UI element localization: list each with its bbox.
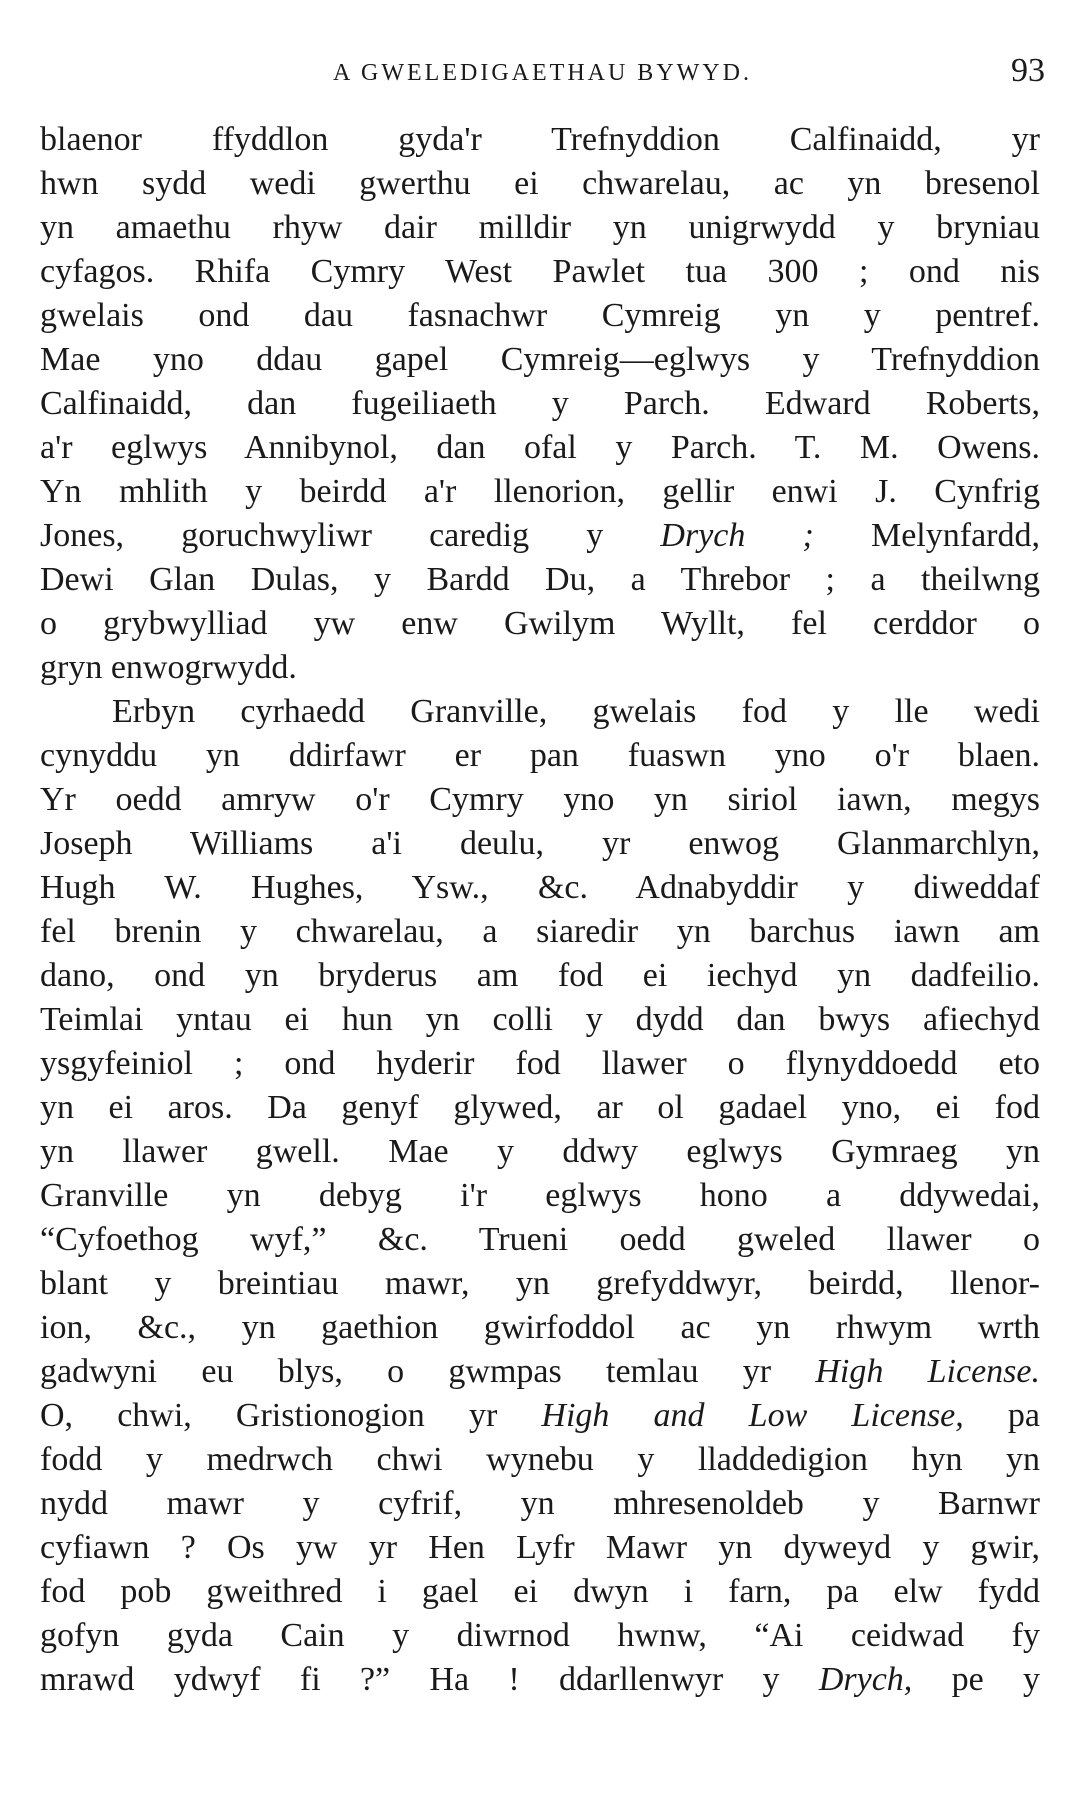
text-line: yn llawer gwell. Mae y ddwy eglwys Gymraeg yn — [40, 1133, 1040, 1170]
text-line: cyfiawn ? Os yw yr Hen Lyfr Mawr yn dyweyd y gwir, — [40, 1529, 1040, 1566]
text-line — [40, 1350, 1040, 1394]
body-text — [40, 118, 1040, 1702]
text-line: Yn mhlith y beirdd a'r llenorion, gellir enwi J. Cynfrig — [40, 473, 1040, 510]
paragraph-end-line: gryn enwogrwydd. — [40, 649, 297, 686]
running-head — [40, 52, 1045, 102]
text-run: mrawd ydwyf fi ?” Ha ! ddarllenwyr y — [40, 1661, 819, 1698]
text-line: fel brenin y chwarelau, a siaredir yn barchus iawn am — [40, 913, 1040, 950]
text-line: fodd y medrwch chwi wynebu y lladdedigion hyn yn — [40, 1441, 1040, 1478]
italic-title: Drych ; — [660, 517, 814, 554]
text-line — [40, 514, 1040, 558]
text-line — [40, 1658, 1040, 1702]
text-line: Dewi Glan Dulas, y Bardd Du, a Threbor ; a theilwng — [40, 561, 1040, 598]
text-line: ion, &c., yn gaethion gwirfoddol ac yn rhwym wrth — [40, 1309, 1040, 1346]
text-line: hwn sydd wedi gwerthu ei chwarelau, ac yn bresenol — [40, 165, 1040, 202]
text-line: a'r eglwys Annibynol, dan ofal y Parch. T. M. Owens. — [40, 429, 1040, 466]
text-line: dano, ond yn bryderus am fod ei iechyd yn dadfeilio. — [40, 957, 1040, 994]
text-line: yn ei aros. Da genyf glywed, ar ol gadael yno, ei fod — [40, 1089, 1040, 1126]
text-run: Melynfardd, — [813, 517, 1040, 554]
text-run: gadwyni eu blys, o gwmpas temlau yr — [40, 1353, 816, 1390]
text-line: Joseph Williams a'i deulu, yr enwog Glanmarchlyn, — [40, 825, 1040, 862]
text-line: o grybwylliad yw enw Gwilym Wyllt, fel cerddor o — [40, 605, 1040, 642]
text-line: Hugh W. Hughes, Ysw., &c. Adnabyddir y diweddaf — [40, 869, 1040, 906]
italic-title: Drych, — [818, 1661, 913, 1698]
paragraph-start-line: Erbyn cyrhaedd Granville, gwelais fod y lle wedi — [112, 693, 1040, 730]
page-number: 93 — [1011, 52, 1045, 89]
text-line: Mae yno ddau gapel Cymreig—eglwys y Trefnyddion — [40, 341, 1040, 378]
text-line: ysgyfeiniol ; ond hyderir fod llawer o flynyddoedd eto — [40, 1045, 1040, 1082]
text-line: “Cyfoethog wyf,” &c. Trueni oedd gweled llawer o — [40, 1221, 1040, 1258]
text-line: gofyn gyda Cain y diwrnod hwnw, “Ai ceidwad fy — [40, 1617, 1040, 1654]
text-line — [40, 1394, 1040, 1438]
text-run: pe y — [912, 1661, 1040, 1698]
text-line: Granville yn debyg i'r eglwys hono a ddywedai, — [40, 1177, 1040, 1214]
text-line: Yr oedd amryw o'r Cymry yno yn siriol iawn, megys — [40, 781, 1040, 818]
text-line: gwelais ond dau fasnachwr Cymreig yn y pentref. — [40, 297, 1040, 334]
text-line: cynyddu yn ddirfawr er pan fuaswn yno o'r blaen. — [40, 737, 1040, 774]
text-line: fod pob gweithred i gael ei dwyn i farn, pa elw fydd — [40, 1573, 1040, 1610]
italic-term: High License. — [815, 1353, 1040, 1390]
text-line: cyfagos. Rhifa Cymry West Pawlet tua 300 ; ond nis — [40, 253, 1040, 290]
text-line: blaenor ffyddlon gyda'r Trefnyddion Calfinaidd, yr — [40, 121, 1040, 158]
text-run: Jones, goruchwyliwr caredig y — [40, 517, 661, 554]
text-line: nydd mawr y cyfrif, yn mhresenoldeb y Barnwr — [40, 1485, 1040, 1522]
text-run: pa — [963, 1397, 1040, 1434]
text-line: Calfinaidd, dan fugeiliaeth y Parch. Edward Roberts, — [40, 385, 1040, 422]
text-line: yn amaethu rhyw dair milldir yn unigrwydd y bryniau — [40, 209, 1040, 246]
text-line: Teimlai yntau ei hun yn colli y dydd dan bwys afiechyd — [40, 1001, 1040, 1038]
running-title: A GWELEDIGAETHAU BYWYD. — [333, 60, 752, 86]
text-run: O, chwi, Gristionogion yr — [40, 1397, 542, 1434]
text-line: blant y breintiau mawr, yn grefyddwyr, beirdd, llenor- — [40, 1265, 1040, 1302]
italic-term: High and Low License, — [541, 1397, 964, 1434]
